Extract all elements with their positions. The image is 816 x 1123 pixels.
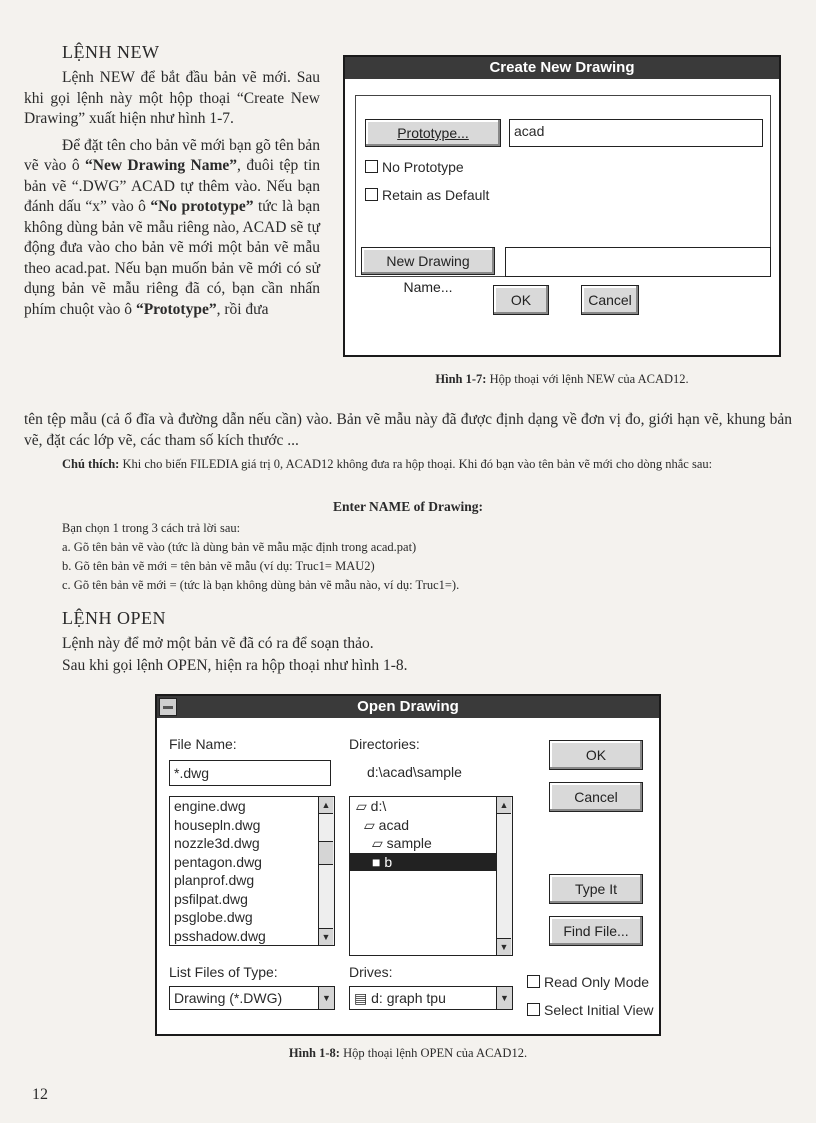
directories-label: Directories: bbox=[349, 736, 420, 752]
figure-1-7-caption bbox=[343, 372, 781, 387]
dir-item[interactable] bbox=[350, 834, 512, 853]
retain-default-label: Retain as Default bbox=[382, 187, 490, 203]
new-intro-paragraph: Lệnh NEW để bắt đầu bản vẽ mới. Sau khi gọi lệnh này một hộp thoại “Create New Drawing” xuất hiện như hình 1-7. bbox=[24, 69, 320, 127]
drives-label: Drives: bbox=[349, 964, 393, 980]
drive-icon: ▤ bbox=[354, 990, 372, 1006]
option-b: b. Gõ tên bản vẽ mới = tên bản vẽ mẫu (ví dụ: Truc1= MAU2) bbox=[62, 559, 375, 573]
open-line-2: Sau khi gọi lệnh OPEN, hiện ra hộp thoại như hình 1-8. bbox=[62, 657, 408, 674]
file-list-scrollbar[interactable] bbox=[318, 797, 334, 945]
scroll-up-icon[interactable]: ▲ bbox=[497, 797, 511, 814]
system-menu-icon[interactable] bbox=[159, 698, 177, 716]
p2-c: , đuôi tệp tin bản vẽ “.DWG” ACAD tự thêm vào. Nếu bạn đánh dấu “x” vào ô bbox=[24, 157, 320, 215]
file-item[interactable]: psshadow.dwg bbox=[174, 927, 266, 944]
dir-label: acad bbox=[378, 816, 410, 833]
create-cancel-button[interactable]: Cancel bbox=[581, 285, 639, 315]
file-item[interactable]: pentagon.dwg bbox=[174, 853, 262, 870]
drive-value: d: graph tpu bbox=[371, 990, 446, 1006]
note-text: Khi cho biến FILEDIA giá trị 0, ACAD12 không đưa ra hộp thoại. Khi đó bạn vào tên bản vẽ mới cho dòng nhắc sau: bbox=[119, 457, 713, 471]
p2-g: , rồi đưa bbox=[216, 300, 269, 318]
fig1-text: Hộp thoại với lệnh NEW của ACAD12. bbox=[486, 372, 689, 386]
dir-label: d:\ bbox=[370, 798, 387, 814]
open-dialog-title: Open Drawing bbox=[157, 696, 659, 718]
dir-label: sample bbox=[386, 835, 432, 851]
no-prototype-checkbox[interactable] bbox=[365, 159, 464, 175]
dir-item[interactable] bbox=[350, 797, 512, 816]
file-item[interactable]: nozzle3d.dwg bbox=[174, 835, 260, 851]
create-dialog-title: Create New Drawing bbox=[345, 57, 779, 79]
scroll-up-icon[interactable]: ▲ bbox=[319, 797, 333, 814]
enter-name-prompt: Enter NAME of Drawing: bbox=[332, 499, 484, 514]
file-type-value: Drawing (*.DWG) bbox=[174, 990, 283, 1006]
chevron-down-icon[interactable]: ▼ bbox=[496, 987, 512, 1009]
open-drawing-dialog bbox=[155, 694, 661, 1036]
p2-b: “New Drawing Name” bbox=[85, 157, 238, 174]
new-intro-block bbox=[24, 68, 320, 320]
file-name-input[interactable]: *.dwg bbox=[169, 760, 331, 786]
retain-default-checkbox[interactable] bbox=[365, 187, 489, 203]
file-item[interactable]: psglobe.dwg bbox=[174, 909, 253, 925]
dir-label: b bbox=[384, 853, 393, 870]
open-line-1: Lệnh này để mở một bản vẽ đã có ra để soạn thảo. bbox=[62, 635, 374, 652]
open-cancel-button[interactable]: Cancel bbox=[549, 782, 643, 812]
prototype-field[interactable]: acad bbox=[509, 119, 763, 147]
file-item[interactable]: engine.dwg bbox=[174, 798, 246, 814]
read-only-label: Read Only Mode bbox=[544, 974, 650, 990]
prototype-button[interactable]: Prototype... bbox=[365, 119, 501, 147]
p2-f: “Prototype” bbox=[135, 300, 217, 318]
create-new-drawing-dialog bbox=[343, 55, 781, 357]
select-view-label: Select Initial View bbox=[544, 1002, 654, 1018]
open-folder-icon: ▱ bbox=[372, 835, 387, 851]
scroll-down-icon[interactable]: ▼ bbox=[319, 928, 333, 945]
dir-item[interactable] bbox=[350, 816, 512, 835]
option-c: c. Gõ tên bản vẽ mới = (tức là bạn không dùng bản vẽ mẫu nào, ví dụ: Truc1=). bbox=[62, 578, 460, 592]
open-ok-button[interactable]: OK bbox=[549, 740, 643, 770]
fig2-text: Hộp thoại lệnh OPEN của ACAD12. bbox=[339, 1046, 528, 1060]
fig1-label: Hình 1-7: bbox=[435, 372, 487, 386]
new-drawing-name-button[interactable]: New Drawing Name... bbox=[361, 247, 495, 275]
choose-line: Bạn chọn 1 trong 3 cách trả lời sau: bbox=[62, 521, 241, 535]
file-name-label: File Name: bbox=[169, 736, 237, 752]
drive-select[interactable] bbox=[349, 986, 513, 1010]
option-a: a. Gõ tên bản vẽ vào (tức là dùng bản vẽ mẫu mặc định trong acad.pat) bbox=[62, 540, 417, 554]
scroll-thumb[interactable] bbox=[319, 841, 333, 865]
dir-item-selected[interactable] bbox=[350, 853, 496, 872]
file-type-select[interactable] bbox=[169, 986, 335, 1010]
page-number: 12 bbox=[32, 1086, 48, 1103]
p2-d: “No prototype” bbox=[150, 198, 254, 215]
file-list[interactable] bbox=[169, 796, 335, 946]
select-initial-view-checkbox[interactable] bbox=[527, 1002, 653, 1018]
open-folder-icon: ▱ bbox=[364, 816, 379, 833]
read-only-checkbox[interactable] bbox=[527, 974, 649, 990]
note-label: Chú thích: bbox=[62, 457, 120, 471]
figure-1-8-caption bbox=[155, 1046, 661, 1061]
fig2-label: Hình 1-8: bbox=[288, 1046, 340, 1060]
chevron-down-icon[interactable]: ▼ bbox=[318, 987, 334, 1009]
p2-e: tức là bạn không dùng bản vẽ mẫu riêng nào, ACAD sẽ tự động đưa vào cho bản vẽ mới một bản vẽ mẫu theo acad.pat. Nếu bạn muốn bản vẽ mới có sử dụng bản vẽ mẫu riêng đã có, bạn cần nhấn phím chuột vào ô bbox=[24, 198, 320, 318]
current-directory: d:\acad\sample bbox=[367, 764, 462, 780]
new-continuation: tên tệp mẫu (cả ổ đĩa và đường dẫn nếu cần) vào. Bản vẽ mẫu này đã được định dạng về đơn vị đo, giới hạn vẽ, khung bản vẽ, đặt các lớp vẽ, các tham số kích thước ... bbox=[24, 411, 792, 449]
file-item[interactable]: psfilpat.dwg bbox=[174, 890, 248, 907]
open-folder-icon: ▱ bbox=[356, 798, 371, 814]
list-files-type-label: List Files of Type: bbox=[169, 964, 278, 980]
create-ok-button[interactable]: OK bbox=[493, 285, 549, 315]
no-prototype-label: No Prototype bbox=[382, 159, 464, 175]
new-heading: LỆNH NEW bbox=[62, 42, 160, 62]
directory-list-scrollbar[interactable] bbox=[496, 797, 512, 955]
new-name-paragraph bbox=[24, 136, 320, 321]
p2-a: Để đặt tên cho bản vẽ mới bạn gõ tên bản vẽ vào ô bbox=[24, 136, 320, 174]
directory-list[interactable] bbox=[349, 796, 513, 956]
folder-icon: ■ bbox=[372, 853, 385, 870]
file-item[interactable]: planprof.dwg bbox=[174, 872, 255, 888]
note bbox=[24, 456, 792, 473]
open-heading: LỆNH OPEN bbox=[62, 608, 166, 628]
new-drawing-name-field[interactable] bbox=[505, 247, 771, 277]
scroll-down-icon[interactable]: ▼ bbox=[497, 938, 511, 955]
find-file-button[interactable]: Find File... bbox=[549, 916, 643, 946]
file-item[interactable]: housepln.dwg bbox=[174, 816, 261, 833]
type-it-button[interactable]: Type It bbox=[549, 874, 643, 904]
